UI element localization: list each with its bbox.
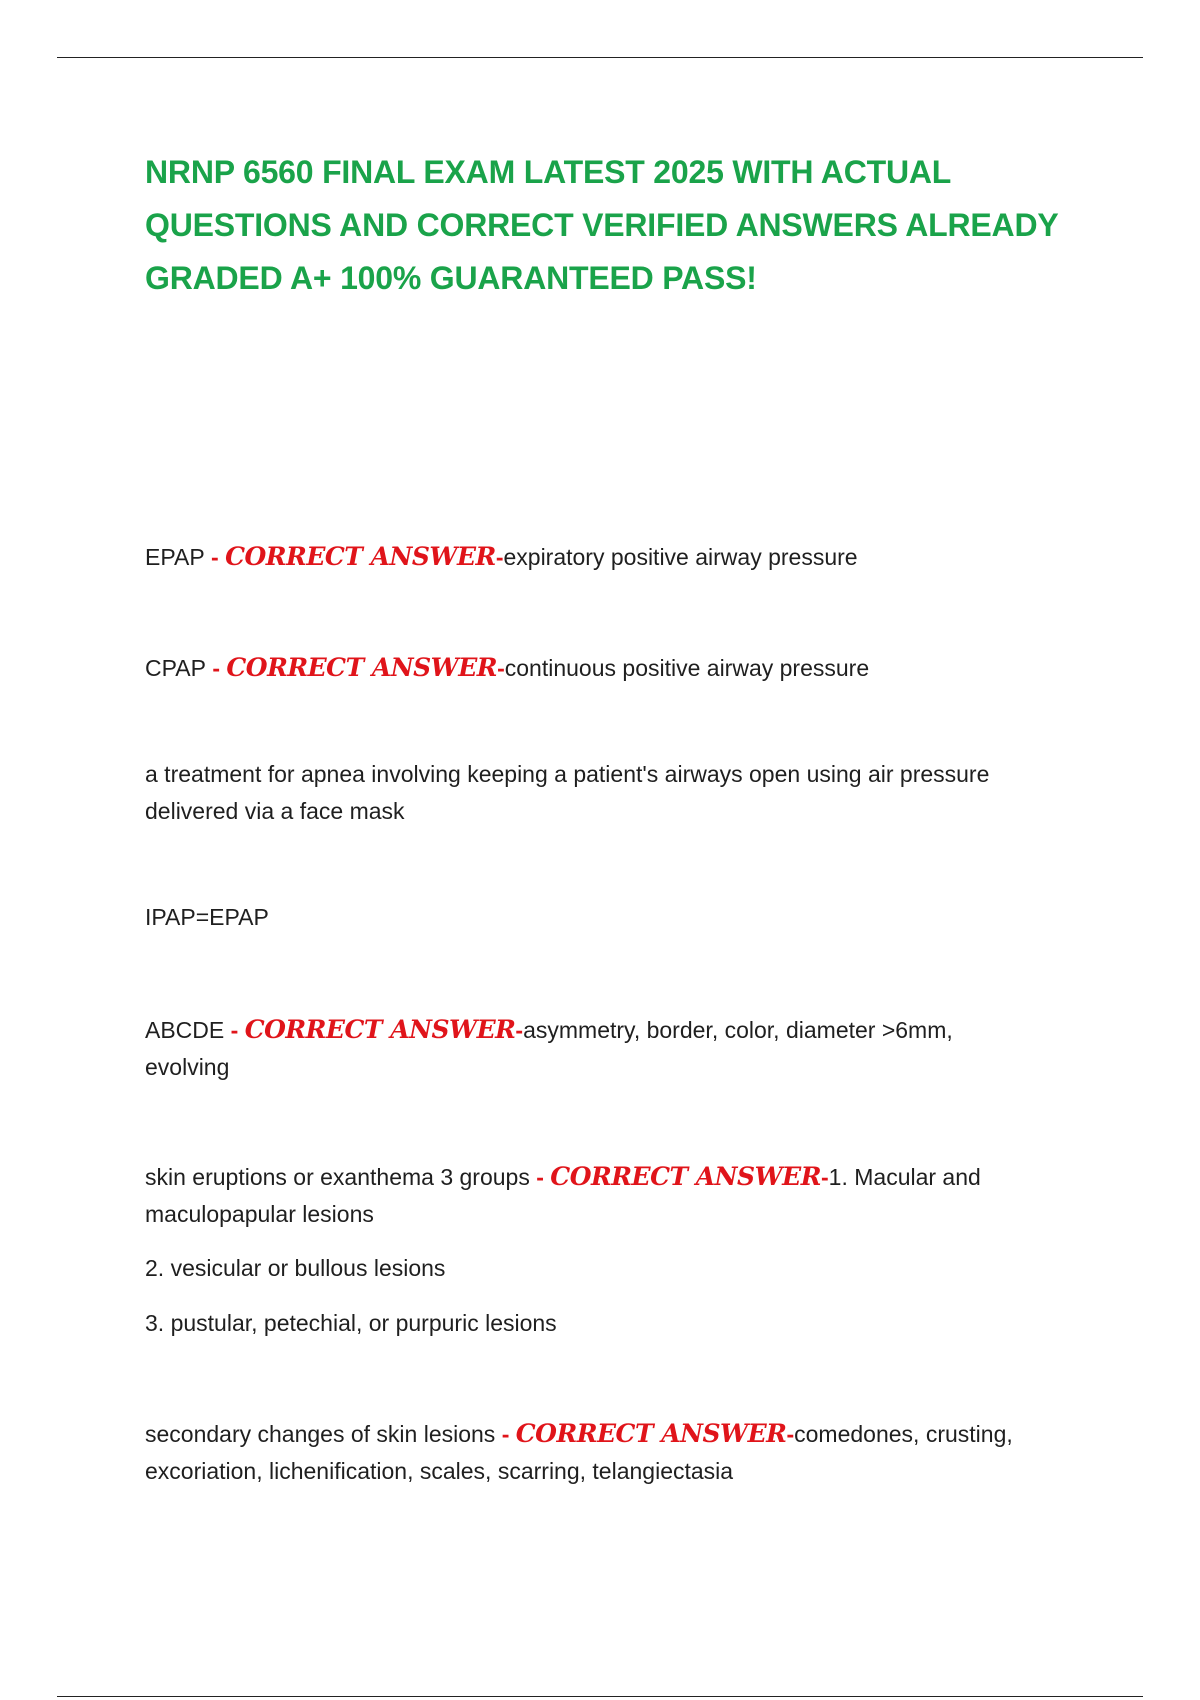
bottom-rule	[57, 1696, 1143, 1697]
correct-answer-marker: CORRECT ANSWER	[550, 1162, 821, 1191]
answer-separator: -	[529, 1164, 551, 1190]
paragraph-cpap-description: a treatment for apnea involving keeping a patient's airways open using air pressure delivered via a face mask	[145, 761, 990, 824]
paragraph-ipap-epap: IPAP=EPAP	[145, 904, 269, 930]
answer-text: continuous positive airway pressure	[504, 655, 870, 681]
answer-marker-trail: -	[495, 544, 504, 570]
qa-entry-epap	[145, 538, 1075, 576]
question-term: ABCDE	[145, 1017, 225, 1043]
qa-entry-abcde	[145, 1011, 1025, 1086]
answer-marker-trail: -	[497, 655, 505, 681]
answer-text: expiratory positive airway pressure	[503, 544, 858, 570]
paragraph-vesicular-lesions: 2. vesicular or bullous lesions	[145, 1255, 446, 1281]
answer-text: 1. Macular and maculopapular lesions	[145, 1164, 981, 1227]
question-term: CPAP	[145, 655, 206, 681]
document-title: NRNP 6560 FINAL EXAM LATEST 2025 WITH ACTUAL QUESTIONS AND CORRECT VERIFIED ANSWERS ALREADY GRADED A+ 100% GUARANTEED PASS!	[145, 154, 1058, 296]
correct-answer-marker: CORRECT ANSWER	[515, 1419, 787, 1448]
answer-separator: -	[205, 655, 227, 681]
paragraph-pustular-lesions: 3. pustular, petechial, or purpuric lesions	[145, 1310, 557, 1336]
answer-marker-trail: -	[515, 1017, 524, 1043]
answer-text: asymmetry, border, color, diameter >6mm, evolving	[145, 1017, 953, 1080]
answer-text: comedones, crusting, excoriation, lichenification, scales, scarring, telangiectasia	[145, 1421, 1013, 1484]
question-term: EPAP	[145, 544, 205, 570]
answer-marker-trail: -	[786, 1421, 795, 1447]
answer-marker-trail: -	[821, 1164, 829, 1190]
correct-answer-marker: CORRECT ANSWER	[244, 1015, 516, 1044]
answer-separator: -	[224, 1017, 245, 1043]
correct-answer-marker: CORRECT ANSWER	[225, 542, 496, 571]
answer-separator: -	[204, 544, 226, 570]
qa-entry-skin-eruptions	[145, 1158, 1045, 1233]
correct-answer-marker: CORRECT ANSWER	[226, 653, 498, 682]
qa-entry-secondary-changes	[145, 1415, 1085, 1490]
top-rule	[57, 57, 1143, 58]
answer-separator: -	[495, 1421, 516, 1447]
qa-entry-cpap	[145, 649, 1075, 687]
question-term: skin eruptions or exanthema 3 groups	[145, 1164, 530, 1190]
question-term: secondary changes of skin lesions	[145, 1421, 496, 1447]
